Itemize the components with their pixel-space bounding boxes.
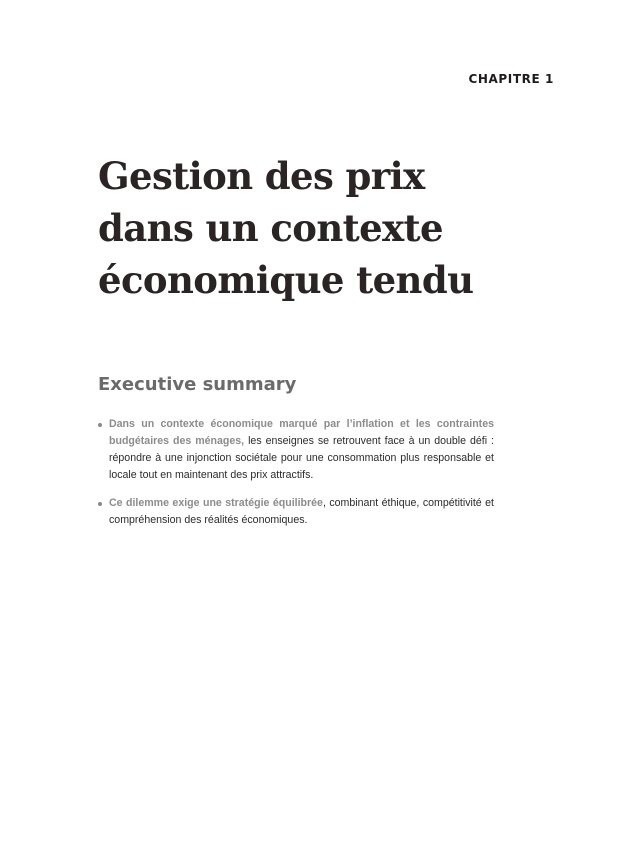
chapter-label: CHAPITRE 1 xyxy=(468,72,554,86)
summary-item-lead: Ce dilemme exige une stratégie équilibrée xyxy=(109,497,323,509)
summary-list-item xyxy=(98,416,494,484)
bullet-icon xyxy=(98,423,102,427)
chapter-title-line-2: dans un contexte xyxy=(98,206,443,250)
chapter-title xyxy=(98,150,538,306)
summary-list-item xyxy=(98,495,494,529)
summary-item-lead: Dans un contexte économique marqué par l’inflation et les contraintes budgétaires des ménages, xyxy=(109,418,494,447)
executive-summary-heading: Executive summary xyxy=(98,374,297,395)
bullet-icon xyxy=(98,502,102,506)
summary-item-text: les enseignes se retrouvent face à un double défi : répondre à une injonction sociétale pour une consommation plus responsable et locale tout en maintenant des prix attractifs. xyxy=(109,435,494,481)
executive-summary-list xyxy=(98,416,494,540)
summary-item-text: , combinant éthique, compétitivité et compréhension des réalités économiques. xyxy=(109,497,494,526)
chapter-title-line-1: Gestion des prix xyxy=(98,154,425,198)
chapter-title-line-3: économique tendu xyxy=(98,258,474,302)
